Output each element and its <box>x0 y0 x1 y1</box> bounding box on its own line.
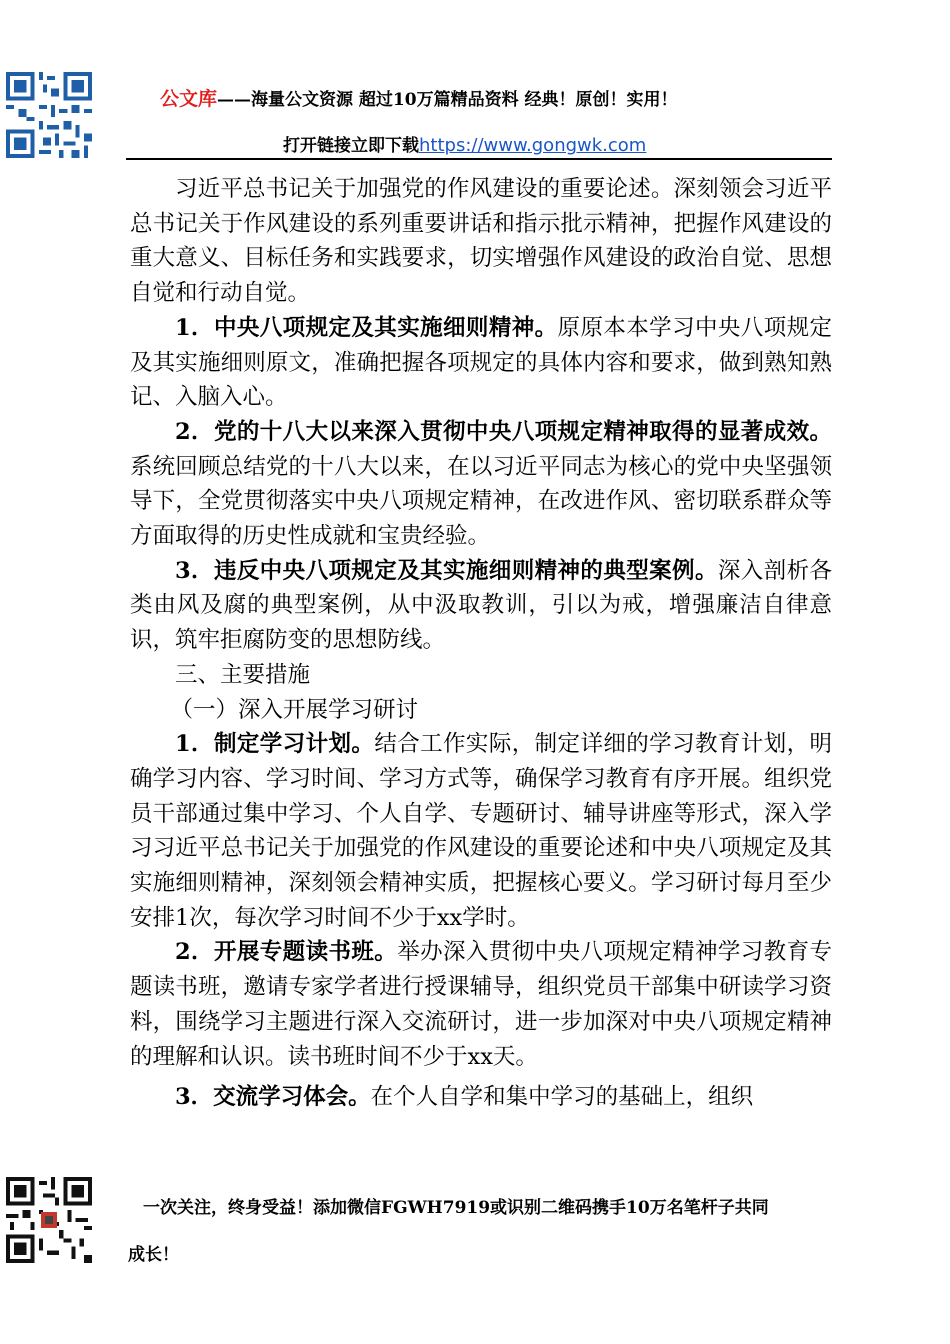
document-body <box>130 172 832 1115</box>
paragraph-item <box>130 727 832 935</box>
item-text: 在个人自学和集中学习的基础上，组织 <box>370 1084 754 1111</box>
paragraph-intro: 习近平总书记关于加强党的作风建设的重要论述。深刻领会习近平总书记关于作风建设的系列重要讲话和指示批示精神，把握作风建设的重大意义、目标任务和实践要求，切实增强作风建设的政治自觉、思想自觉和行动自觉。 <box>130 176 832 307</box>
paragraph-item <box>130 935 832 1074</box>
item-text: 深入剖析各类由风及腐的典型案例，从中汲取教训，引以为戒，增强廉洁自律意识，筑牢拒腐防变的思想防线。 <box>130 557 832 654</box>
download-link[interactable]: https://www.gongwk.com <box>419 135 647 156</box>
item-text: 举办深入贯彻中央八项规定精神学习教育专题读书班，邀请专家学者进行授课辅导，组织党员干部集中研读学习资料，围绕学习主题进行深入交流研讨，进一步加深对中央八项规定精神的理解和认识。读书班时间不少于xx天。 <box>130 939 832 1070</box>
paragraph-item <box>130 1080 832 1115</box>
paragraph-item <box>130 554 832 658</box>
item-title: 2．开展专题读书班。 <box>175 939 398 966</box>
download-label: 打开链接立即下载 <box>283 136 419 156</box>
footer-promo: 一次关注，终身受益！添加微信FGWH7919或识别二维码携手10万名笔杆子共同 <box>143 1198 769 1218</box>
item-text: 结合工作实际，制定详细的学习教育计划，明确学习内容、学习时间、学习方式等，确保学习教育有序开展。组织党员干部通过集中学习、个人自学、专题研讨、辅导讲座等形式，深入学习习近平总书记关于加强党的作风建设的重要论述和中央八项规定及其实施细则精神，深刻领会精神实质，把握核心要义。学习研讨每月至少安排1次，每次学习时间不少于xx学时。 <box>130 731 833 931</box>
item-text: 系统回顾总结党的十八大以来，在以习近平同志为核心的党中央坚强领导下，全党贯彻落实中央八项规定精神，在改进作风、密切联系群众等方面取得的历史性成就和宝贵经验。 <box>130 453 832 550</box>
header-download <box>283 131 646 156</box>
header-tagline: ——海量公文资源 超过10万篇精品资料 经典！原创！实用！ <box>217 90 678 110</box>
brand-name: 公文库 <box>160 88 218 110</box>
item-title: 1．中央八项规定及其实施细则精神。 <box>175 314 558 341</box>
item-text: 原原本本学习中央八项规定及其实施细则原文，准确把握各项规定的具体内容和要求，做到熟知熟记、入脑入心。 <box>130 314 832 411</box>
paragraph-item <box>130 311 832 415</box>
paragraph-item <box>130 415 832 554</box>
wechat-qr-code-icon <box>6 1177 92 1263</box>
qr-code-icon <box>6 72 92 158</box>
header-promo <box>160 84 800 111</box>
item-title: 2．党的十八大以来深入贯彻中央八项规定精神取得的显著成效。 <box>175 418 832 445</box>
item-title: 1．制定学习计划。 <box>175 731 375 758</box>
item-title: 3．违反中央八项规定及其实施细则精神的典型案例。 <box>175 557 718 584</box>
item-title: 3．交流学习体会。 <box>175 1084 371 1111</box>
section-heading: 三、主要措施 <box>175 661 311 688</box>
header-divider <box>126 158 832 160</box>
footer-promo-end: 成长！ <box>128 1245 179 1265</box>
subsection-heading: （一）深入开展学习研讨 <box>170 696 419 723</box>
